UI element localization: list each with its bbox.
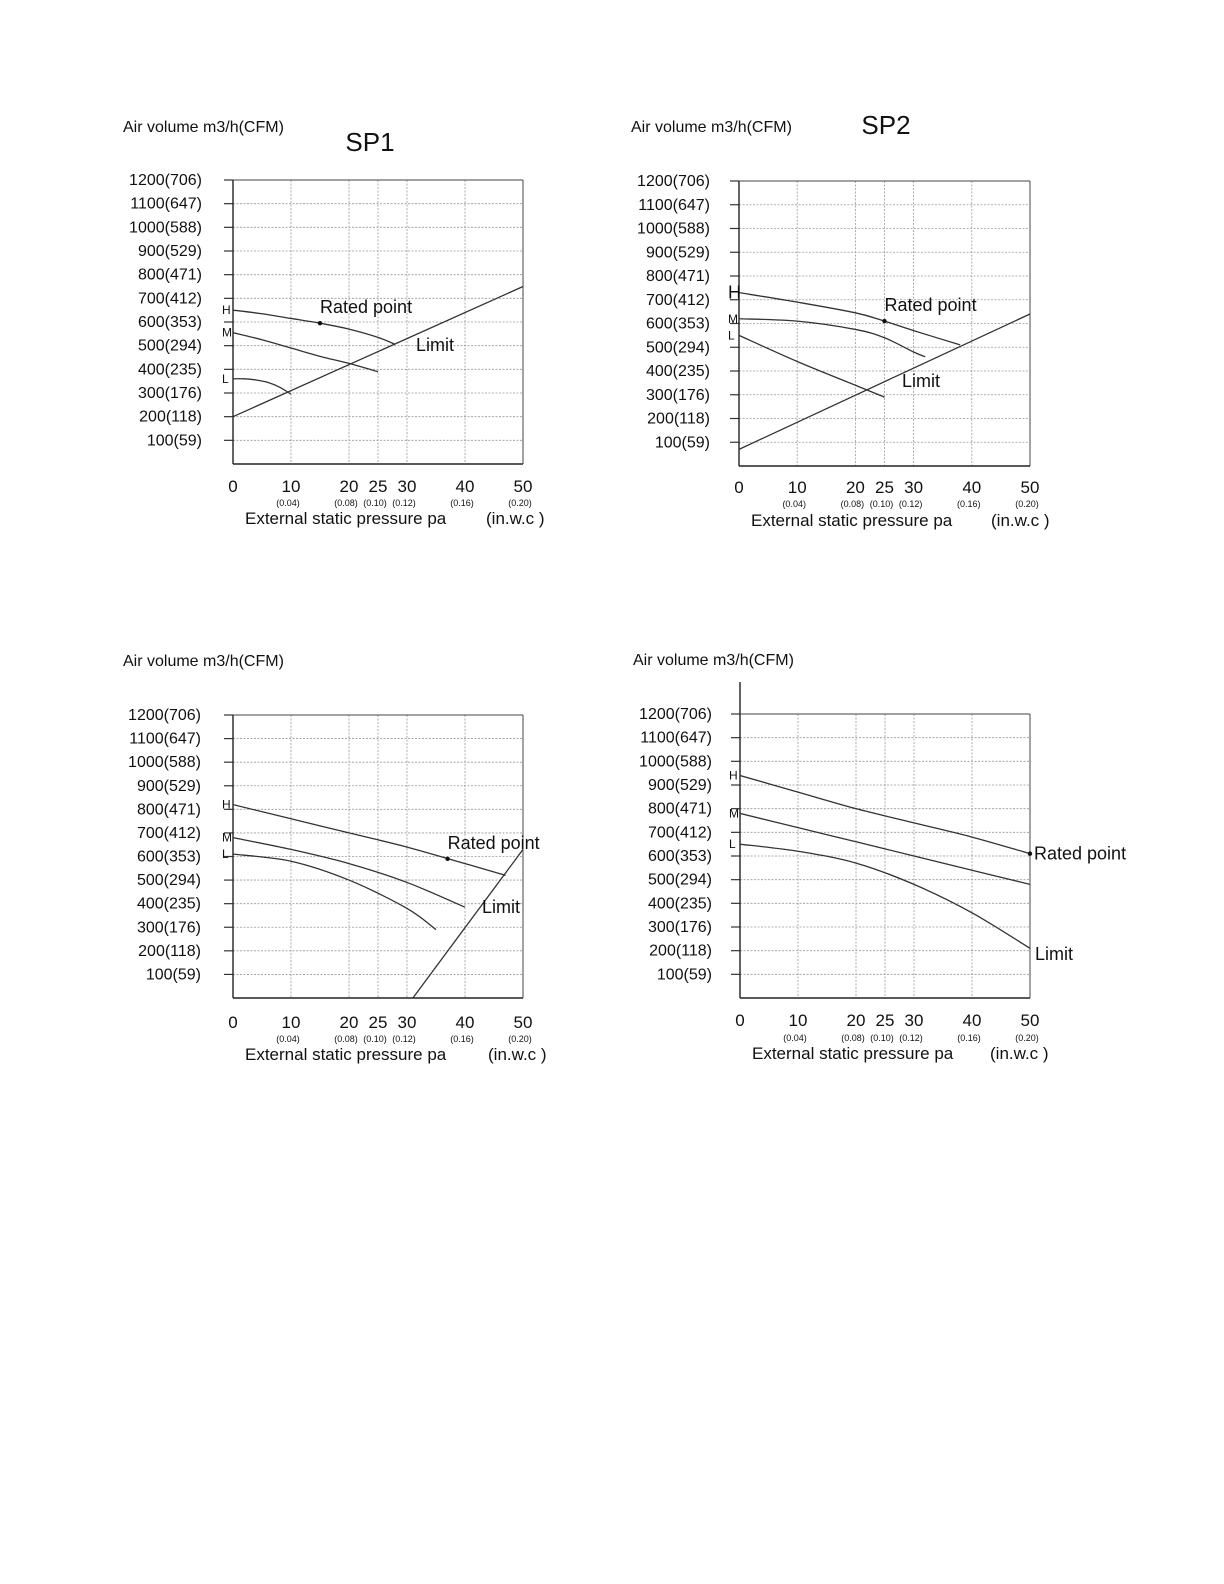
x-tick-label: 0 [734,478,744,497]
y-tick-label: 200(118) [139,408,202,426]
x-tick-sublabel: (0.16) [957,1033,981,1043]
y-tick-label: 900(529) [647,777,712,794]
y-tick-label: 700(412) [645,291,710,309]
x-tick-sublabel: (0.10) [870,1033,894,1043]
y-tick-label: 300(176) [137,385,202,402]
y-tick-label: 500(294) [136,872,201,890]
y-tick-label: 1100(647) [640,729,712,747]
y-tick-label: 1200(706) [639,706,712,723]
y-tick-label: 600(353) [645,315,710,333]
x-tick-label: 25 [875,478,894,497]
x-axis-unit: (in.w.c ) [488,1045,547,1064]
x-tick-label: 25 [875,1011,895,1030]
y-tick-label: 200(118) [649,942,712,960]
x-tick-label: 40 [962,478,982,497]
y-tick-label: 700(412) [136,824,201,842]
x-tick-label: 30 [397,477,417,496]
y-tick-label: 1200(706) [637,173,710,190]
series-m-label: M [222,830,232,845]
x-tick-sublabel: (0.10) [363,498,387,508]
x-tick-sublabel: (0.10) [363,1034,387,1044]
series-m-label: M [729,806,739,821]
y-tick-label: 500(294) [137,337,202,355]
y-tick-label: 1100(647) [638,196,710,214]
y-tick-label: 1000(588) [128,754,201,772]
y-tick-label: 1200(706) [129,172,202,189]
x-tick-label: 0 [735,1011,745,1030]
series-h-label: H [728,282,741,303]
rated-point-label: Rated point [884,295,977,316]
y-axis-title: Air volume m3/h(CFM) [631,119,792,136]
series-h-label: H [729,768,738,783]
rated-point-marker [882,319,886,323]
y-tick-label: 400(235) [645,363,710,380]
y-tick-label: 700(412) [647,824,712,842]
series-l-label: L [729,837,736,852]
y-tick-label: 400(235) [136,895,201,913]
y-tick-label: 1200(706) [128,707,201,724]
series-m-line [233,333,378,372]
chart-title: SP1 [345,127,395,157]
x-tick-sublabel: (0.16) [450,498,474,508]
x-tick-label: 0 [228,1013,238,1032]
limit-label: Limit [416,335,455,355]
y-tick-label: 900(529) [645,244,710,262]
x-tick-label: 50 [513,477,533,496]
rated-point-marker [318,321,322,325]
x-tick-sublabel: (0.20) [508,498,532,508]
y-tick-label: 400(235) [647,895,712,913]
x-tick-label: 20 [339,477,359,496]
x-tick-label: 10 [281,1013,301,1032]
series-m-line [739,319,925,357]
y-tick-label: 600(353) [136,848,201,866]
x-tick-label: 25 [368,1013,388,1032]
series-m-label: M [728,311,738,326]
series-l-line [233,854,436,929]
x-axis-unit: (in.w.c ) [991,511,1050,530]
series-h-label: H [222,303,231,318]
x-axis-unit: (in.w.c ) [990,1044,1049,1063]
chart-3 [123,653,547,1064]
y-tick-label: 500(294) [645,339,710,357]
x-tick-label: 50 [1020,1011,1040,1030]
chart-title: SP2 [861,110,911,140]
x-tick-sublabel: (0.08) [334,1034,358,1044]
series-l-line [739,335,885,397]
y-axis-title: Air volume m3/h(CFM) [123,653,284,670]
x-tick-sublabel: (0.20) [508,1034,532,1044]
y-tick-label: 100(59) [146,432,202,450]
y-tick-label: 900(529) [137,243,202,260]
x-tick-label: 20 [845,478,865,497]
x-tick-label: 10 [281,477,301,496]
y-axis-title: Air volume m3/h(CFM) [123,119,284,136]
x-tick-sublabel: (0.04) [276,1034,300,1044]
x-tick-label: 10 [788,1011,808,1030]
y-tick-label: 600(353) [647,848,712,865]
x-tick-sublabel: (0.08) [840,499,865,509]
x-tick-label: 50 [513,1013,533,1032]
chart-1 [123,119,545,528]
x-tick-label: 0 [228,477,238,496]
series-l-line [233,379,291,394]
y-tick-label: 1000(588) [639,753,712,771]
limit-label: Limit [902,371,941,391]
x-tick-sublabel: (0.10) [869,499,894,509]
x-axis-title: External static pressure pa [245,509,447,528]
y-tick-label: 800(471) [645,268,710,285]
x-tick-label: 25 [368,477,388,496]
x-tick-sublabel: (0.20) [1015,499,1039,509]
x-tick-sublabel: (0.04) [783,1033,807,1043]
series-l-label: L [222,847,229,862]
x-tick-sublabel: (0.16) [957,499,981,509]
y-axis-title: Air volume m3/h(CFM) [633,652,794,669]
x-tick-label: 30 [397,1013,417,1032]
x-tick-sublabel: (0.12) [392,1034,416,1044]
limit-label: Limit [482,897,521,917]
y-tick-label: 200(118) [138,942,201,960]
rated-point-label: Rated point [1034,843,1127,864]
x-axis-title: External static pressure pa [751,511,953,530]
limit-label: Limit [1035,944,1074,964]
y-tick-label: 1000(588) [637,220,710,238]
rated-point-label: Rated point [447,832,540,853]
x-tick-sublabel: (0.12) [392,498,416,508]
series-h-label: H [222,797,231,812]
x-tick-label: 10 [787,478,807,497]
y-tick-label: 800(471) [647,800,712,818]
x-tick-sublabel: (0.20) [1015,1033,1039,1043]
series-limit-line [739,314,1030,449]
y-tick-label: 100(59) [145,966,201,984]
series-m-label: M [222,325,232,340]
x-tick-label: 20 [846,1011,866,1030]
y-tick-label: 300(176) [136,919,201,937]
y-tick-label: 800(471) [136,801,201,819]
y-tick-label: 100(59) [654,434,710,452]
y-tick-label: 100(59) [656,966,712,984]
x-tick-label: 20 [339,1013,359,1032]
x-tick-label: 30 [904,1011,924,1030]
y-tick-label: 400(235) [137,361,202,379]
y-tick-label: 300(176) [647,919,712,936]
x-tick-sublabel: (0.04) [782,499,806,509]
x-tick-sublabel: (0.16) [450,1034,474,1044]
series-l-label: L [222,371,229,386]
series-limit-line [395,849,523,1021]
y-tick-label: 1100(647) [130,195,202,213]
y-tick-label: 600(353) [137,314,202,331]
x-tick-label: 40 [455,1013,475,1032]
rated-point-marker [445,857,449,861]
y-tick-label: 700(412) [137,290,202,308]
y-tick-label: 300(176) [645,386,710,404]
x-tick-sublabel: (0.08) [334,498,358,508]
x-tick-sublabel: (0.12) [899,1033,923,1043]
x-tick-sublabel: (0.04) [276,498,300,508]
x-tick-label: 40 [455,477,475,496]
x-axis-unit: (in.w.c ) [486,509,545,528]
x-tick-label: 40 [962,1011,982,1030]
x-tick-label: 30 [904,478,924,497]
y-tick-label: 800(471) [137,266,202,284]
x-axis-title: External static pressure pa [752,1044,954,1063]
x-axis-title: External static pressure pa [245,1045,447,1064]
series-l-label: L [728,328,735,343]
x-tick-sublabel: (0.12) [898,499,923,509]
rated-point-marker [1028,851,1032,855]
y-tick-label: 500(294) [647,871,712,889]
chart-2 [631,110,1050,530]
y-tick-label: 1100(647) [129,730,201,748]
y-tick-label: 200(118) [647,410,710,428]
x-tick-label: 50 [1020,478,1040,497]
y-tick-label: 900(529) [136,777,201,795]
rated-point-label: Rated point [320,297,413,318]
x-tick-sublabel: (0.08) [841,1033,865,1043]
y-tick-label: 1000(588) [129,219,202,237]
chart-4 [633,652,1126,1063]
